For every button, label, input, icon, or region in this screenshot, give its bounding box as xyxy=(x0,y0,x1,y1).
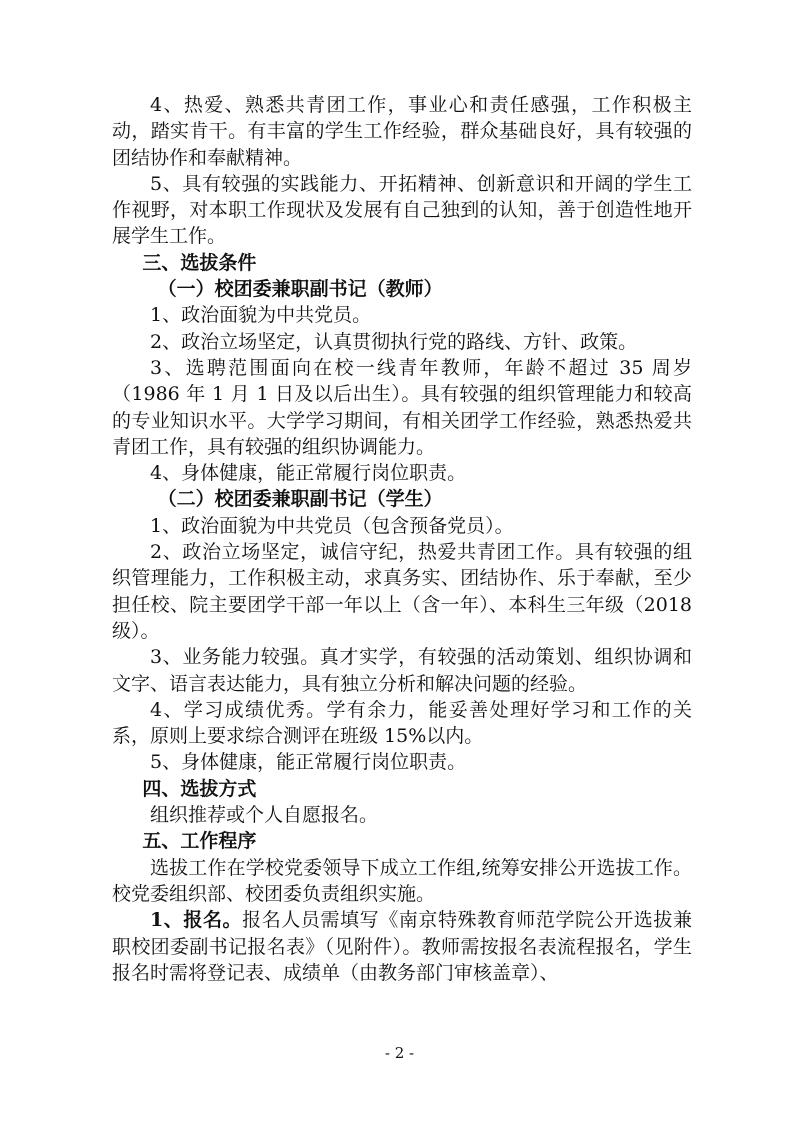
paragraph: 组织推荐或个人自愿报名。 xyxy=(150,804,379,827)
paragraph: 1、政治面貌为中共党员。 xyxy=(150,304,372,327)
paragraph: 2、政治立场坚定，诚信守纪，热爱共青团工作。具有较强的组织管理能力，工作积极主动，求真务实、团结协作、乐于奉献，至少担任校、院主要团学干部一年以上（含一年）、本科生三年级（2018 级）。 xyxy=(112,541,692,642)
paragraph: 5、具有较强的实践能力、开拓精神、创新意识和开阔的学生工作视野，对本职工作现状及发展有自己独到的认知，善于创造性地开展学生工作。 xyxy=(112,172,692,248)
paragraph: 选拔工作在学校党委领导下成立工作组,统筹安排公开选拔工作。校党委组织部、校团委负责组织实施。 xyxy=(112,856,692,905)
paragraph xyxy=(112,907,692,986)
subsection-heading: （一）校团委兼职副书记（教师） xyxy=(157,278,443,301)
paragraph: 1、政治面貌为中共党员（包含预备党员）。 xyxy=(150,514,514,537)
paragraph: 4、热爱、熟悉共青团工作，事业心和责任感强，工作积极主动，踏实肯干。有丰富的学生工作经验，群众基础良好，具有较强的团结协作和奉献精神。 xyxy=(112,94,692,169)
paragraph-text: 报名人员需填写《南京特殊教育师范学院公开选拔兼职校团委副书记报名表》（见附件）。教师需按报名表流程报名，学生报名时需将登记表、成绩单（由教务部门审核盖章）、 xyxy=(112,909,692,984)
document-body xyxy=(112,92,692,986)
section-heading: 五、工作程序 xyxy=(142,830,257,853)
paragraph: 4、学习成绩优秀。学有余力，能妥善处理好学习和工作的关系，原则上要求综合测评在班级 15%以内。 xyxy=(112,698,692,748)
section-heading: 三、选拔条件 xyxy=(142,251,257,274)
page-number: - 2 - xyxy=(384,1044,415,1062)
paragraph: 2、政治立场坚定，认真贯彻执行党的路线、方针、政策。 xyxy=(150,330,638,353)
paragraph-lead: 1、报名。 xyxy=(150,909,243,932)
paragraph: 4、身体健康，能正常履行岗位职责。 xyxy=(150,462,467,485)
paragraph: 3、选聘范围面向在校一线青年教师，年龄不超过 35 周岁（1986 年 1 月 1 日及以后出生）。具有较强的组织管理能力和较高的专业知识水平。大学学习期间，有相关团学工作经验，熟悉热爱共青团工作，具有较强的组织协调能力。 xyxy=(112,356,692,458)
paragraph: 3、业务能力较强。真才实学，有较强的活动策划、组织协调和文字、语言表达能力，具有独立分析和解决问题的经验。 xyxy=(112,646,692,695)
paragraph: 5、身体健康，能正常履行岗位职责。 xyxy=(150,751,467,774)
section-heading: 四、选拔方式 xyxy=(142,777,257,800)
subsection-heading: （二）校团委兼职副书记（学生） xyxy=(157,488,443,511)
